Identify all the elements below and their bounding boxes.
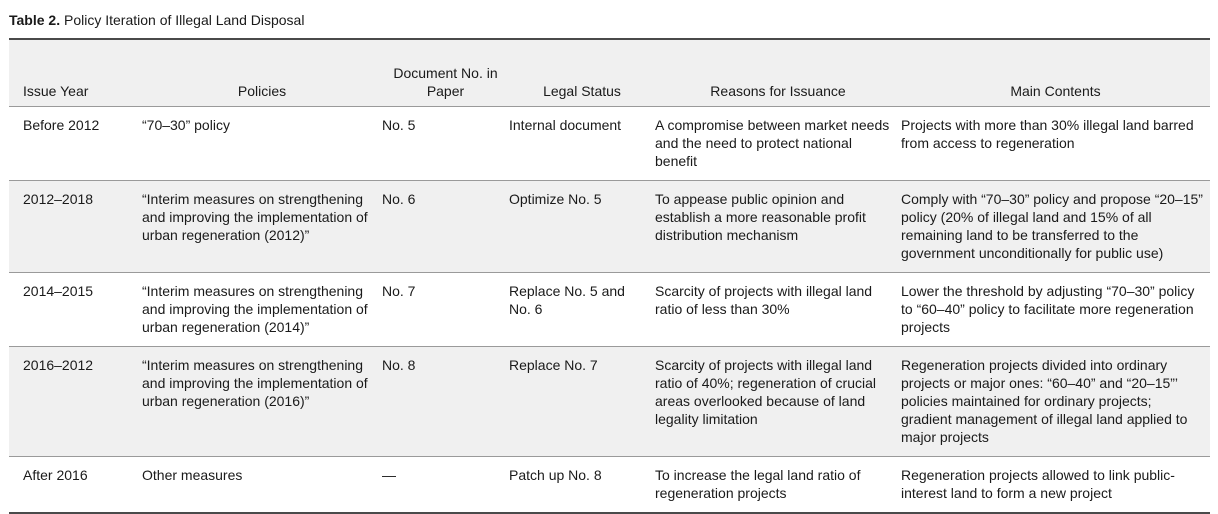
header-document-no: Document No. in Paper: [393, 65, 498, 99]
cell-policies: “Interim measures on strengthening and improving the implementation of urban regeneration (2016)”: [142, 357, 368, 409]
cell-reasons: To increase the legal land ratio of regeneration projects: [655, 467, 861, 501]
header-issue-year: Issue Year: [23, 83, 89, 99]
cell-legal-status: Patch up No. 8: [509, 467, 602, 483]
header-main-contents: Main Contents: [1010, 83, 1101, 99]
cell-main-contents: Regeneration projects allowed to link public-interest land to form a new project: [901, 467, 1175, 501]
cell-reasons: Scarcity of projects with illegal land ratio of less than 30%: [655, 283, 873, 317]
cell-issue-year: 2014–2015: [23, 283, 94, 299]
table-row: [9, 181, 1210, 273]
cell-document-no: No. 5: [382, 117, 416, 133]
header-policies: Policies: [237, 83, 287, 99]
table-caption-label: Table 2.: [9, 12, 61, 28]
cell-document-no: No. 6: [382, 191, 416, 207]
cell-document-no: —: [382, 467, 396, 483]
cell-issue-year: Before 2012: [23, 117, 100, 133]
cell-policies: Other measures: [142, 467, 243, 483]
cell-main-contents: Regeneration projects divided into ordinary projects or major ones: “60–40” and “20–15”’ policies maintained for ordinary projects; gradient management of illegal land applied to major projects: [901, 357, 1188, 445]
table-caption-title: Policy Iteration of Illegal Land Disposal: [63, 12, 305, 28]
table-row: [9, 107, 1210, 181]
cell-policies: “Interim measures on strengthening and improving the implementation of urban regeneration (2012)”: [142, 191, 368, 243]
table-row: [9, 457, 1210, 514]
table-row: [9, 347, 1210, 457]
table-row: [9, 273, 1210, 347]
policy-table: [9, 38, 1210, 514]
cell-legal-status: Replace No. 7: [509, 357, 598, 373]
header-reasons: Reasons for Issuance: [710, 83, 846, 99]
cell-reasons: To appease public opinion and establish a more reasonable profit distribution mechanism: [655, 191, 866, 243]
cell-document-no: No. 8: [382, 357, 416, 373]
cell-issue-year: 2016–2012: [23, 357, 94, 373]
cell-policies: “Interim measures on strengthening and improving the implementation of urban regeneration (2014)”: [142, 283, 368, 335]
cell-legal-status: Internal document: [509, 117, 622, 133]
cell-issue-year: 2012–2018: [23, 191, 94, 207]
cell-reasons: Scarcity of projects with illegal land ratio of 40%; regeneration of crucial areas overlooked because of land legality limitation: [655, 357, 877, 427]
cell-document-no: No. 7: [382, 283, 416, 299]
cell-main-contents: Comply with “70–30” policy and propose “20–15” policy (20% of illegal land and 15% of all remaining land to be transferred to the government unconditionally for public use): [901, 191, 1203, 261]
cell-policies: “70–30” policy: [142, 117, 230, 133]
table-caption: [9, 11, 304, 29]
cell-main-contents: Projects with more than 30% illegal land barred from access to regeneration: [901, 117, 1194, 151]
table-header-row: [9, 39, 1210, 107]
cell-legal-status: Replace No. 5 and No. 6: [509, 283, 625, 317]
cell-issue-year: After 2016: [23, 467, 88, 483]
cell-reasons: A compromise between market needs and the need to protect national benefit: [655, 117, 890, 169]
cell-legal-status: Optimize No. 5: [509, 191, 602, 207]
header-legal-status: Legal Status: [543, 83, 621, 99]
cell-main-contents: Lower the threshold by adjusting “70–30” policy to “60–40” policy to facilitate more regeneration projects: [901, 283, 1195, 335]
